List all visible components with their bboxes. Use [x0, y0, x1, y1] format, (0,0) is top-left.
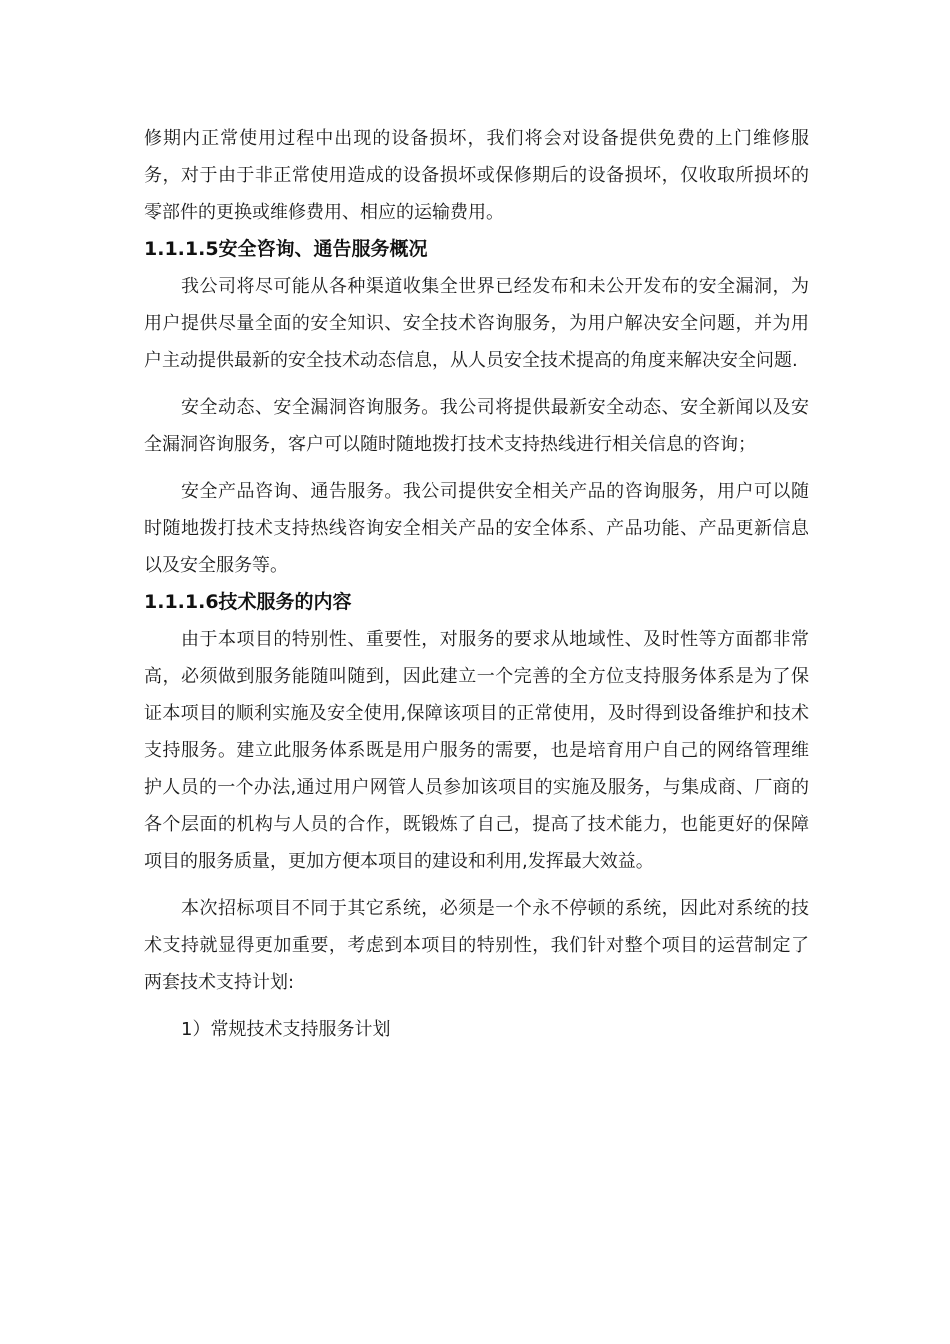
section-heading-1115: 1.1.1.5安全咨询、通告服务概况 [144, 238, 428, 260]
paragraph-continuation: 修期内正常使用过程中出现的设备损坏，我们将会对设备提供免费的上门维修服务，对于由于非正常使用造成的设备损坏或保修期后的设备损坏，仅收取所损坏的零部件的更换或维修费用、相应的运输费用。 [144, 128, 809, 223]
paragraph-tender-project: 本次招标项目不同于其它系统，必须是一个永不停顿的系统，因此对系统的技术支持就显得更加重要，考虑到本项目的特别性，我们针对整个项目的运营制定了两套技术支持计划: [144, 898, 809, 993]
section-heading-1116: 1.1.1.6技术服务的内容 [144, 591, 352, 613]
document-body [144, 120, 809, 1048]
paragraph-security-intro: 我公司将尽可能从各种渠道收集全世界已经发布和未公开发布的安全漏洞，为用户提供尽量全面的安全知识、安全技术咨询服务，为用户解决安全问题，并为用户主动提供最新的安全技术动态信息，从人员安全技术提高的角度来解决安全问题. [144, 276, 809, 371]
paragraph-service-content: 由于本项目的特别性、重要性，对服务的要求从地域性、及时性等方面都非常高，必须做到服务能随叫随到，因此建立一个完善的全方位支持服务体系是为了保证本项目的顺利实施及安全使用,保障该项目的正常使用，及时得到设备维护和技术支持服务。建立此服务体系既是用户服务的需要，也是培育用户自己的网络管理维护人员的一个办法,通过用户网管人员参加该项目的实施及服务，与集成商、厂商的各个层面的机构与人员的合作，既锻炼了自己，提高了技术能力，也能更好的保障项目的服务质量，更加方便本项目的建设和利用,发挥最大效益。 [144, 629, 809, 872]
list-item-plan-1: 1）常规技术支持服务计划 [181, 1019, 391, 1040]
paragraph-security-vulnerability: 安全动态、安全漏洞咨询服务。我公司将提供最新安全动态、安全新闻以及安全漏洞咨询服务，客户可以随时随地拨打技术支持热线进行相关信息的咨询； [144, 397, 809, 455]
paragraph-security-product: 安全产品咨询、通告服务。我公司提供安全相关产品的咨询服务，用户可以随时随地拨打技术支持热线咨询安全相关产品的安全体系、产品功能、产品更新信息以及安全服务等。 [144, 481, 809, 576]
